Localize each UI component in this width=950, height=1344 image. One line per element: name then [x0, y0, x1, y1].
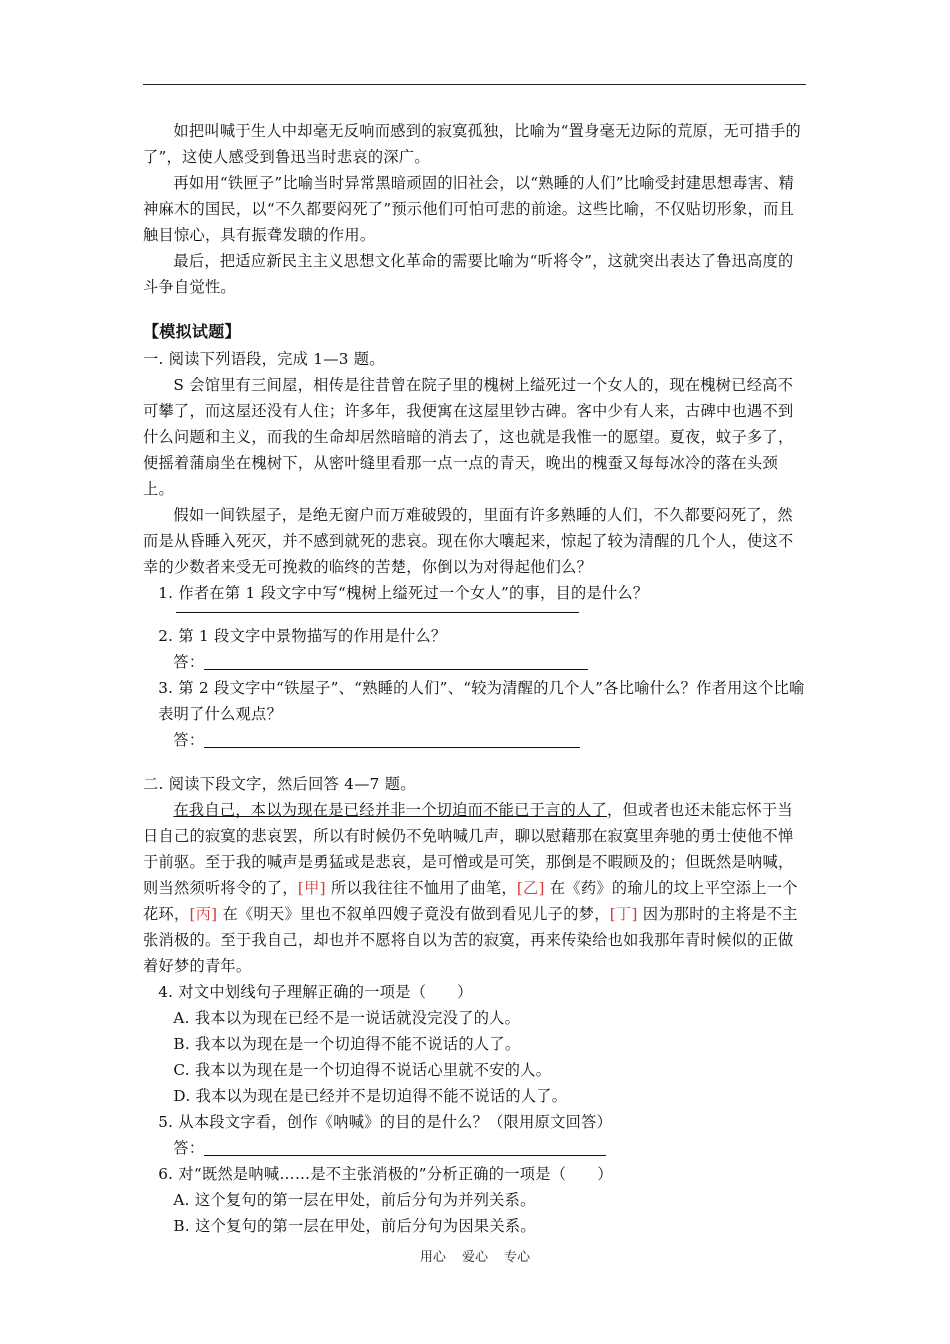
question-5-answer-line[interactable] [204, 1139, 606, 1156]
marker-bing: [丙] [189, 905, 218, 923]
passage-segment: 因为那时的主将是不主张消极的。至于我自己，却也并不愿将自以为苦的寂寞，再来传染给也如我那年青时候似的正做着好梦的青年。 [143, 905, 798, 975]
question-3-answer-line[interactable] [204, 731, 580, 748]
part2-heading: 二. 阅读下段文字，然后回答 4—7 题。 [143, 775, 416, 793]
footer-text-2: 爱心 [461, 1250, 488, 1265]
question-6-option-b[interactable]: B. 这个复句的第一层在甲处，前后分句为因果关系。 [173, 1217, 536, 1235]
marker-ding: [丁] [609, 905, 638, 923]
answer-label: 答： [173, 731, 205, 749]
question-4: 4. 对文中划线句子理解正确的一项是（ ） [158, 983, 473, 1001]
document-body [143, 118, 806, 1239]
question-1: 1. 作者在第 1 段文字中写“槐树上缢死过一个女人”的事，目的是什么？ [158, 584, 649, 602]
passage-segment: ，但或者也还未能忘怀于当日自己的寂寞的悲哀罢，所以有时候仍不免呐喊几声，聊以慰藉那在寂寞里奔驰的勇士使他不惮于前驱。至于我的喊声是勇猛或是悲哀，是可憎或是可笑，那倒是不暇顾及的；但既然是呐喊，则当然须听将令的了， [143, 801, 794, 897]
question-3: 3. 第 2 段文字中“铁屋子”、“熟睡的人们”、“较为清醒的几个人”各比喻什么？作者用这个比喻表明了什么观点？ [158, 679, 805, 723]
marker-jia: [甲] [297, 879, 326, 897]
question-6: 6. 对“既然是呐喊……是不主张消极的”分析正确的一项是（ ） [158, 1165, 613, 1183]
answer-label: 答： [173, 653, 205, 671]
question-2: 2. 第 1 段文字中景物描写的作用是什么？ [158, 627, 447, 645]
question-4-option-c[interactable]: C. 我本以为现在是一个切迫得不说话心里就不安的人。 [173, 1061, 552, 1079]
question-2-answer [143, 649, 806, 675]
footer-text-3: 专心 [504, 1250, 531, 1265]
question-2-answer-line[interactable] [204, 653, 588, 670]
question-4-option-a[interactable]: A. 我本以为现在已经不是一说话就没完没了的人。 [173, 1009, 521, 1027]
question-3-answer [143, 727, 806, 753]
part1-passage-2: 假如一间铁屋子，是绝无窗户而万难破毁的，里面有许多熟睡的人们，不久都要闷死了，然而是从昏睡入死灭，并不感到就死的悲哀。现在你大嚷起来，惊起了较为清醒的几个人，使这不幸的少数者来受无可挽救的临终的苦楚，你倒以为对得起他们么？ [143, 506, 794, 576]
question-5-answer [143, 1135, 806, 1161]
marker-yi: [乙] [516, 879, 545, 897]
question-5: 5. 从本段文字看，创作《呐喊》的目的是什么？（限用原文回答） [158, 1113, 613, 1131]
footer-text-1: 用心 [419, 1250, 446, 1265]
passage-segment: 在《明天》里也不叙单四嫂子竟没有做到看见儿子的梦， [217, 905, 610, 923]
part2-passage [143, 797, 806, 979]
question-4-option-b[interactable]: B. 我本以为现在是一个切迫得不能不说话的人了。 [173, 1035, 521, 1053]
question-6-option-a[interactable]: A. 这个复句的第一层在甲处，前后分句为并列关系。 [173, 1191, 536, 1209]
underlined-sentence: 在我自己，本以为现在是已经并非一个切迫而不能已于言的人了 [173, 801, 608, 819]
intro-paragraph-2: 再如用“铁匣子”比喻当时异常黑暗顽固的旧社会，以“熟睡的人们”比喻受封建思想毒害、精神麻木的国民，以“不久都要闷死了”预示他们可怕可悲的前途。这些比喻，不仅贴切形象，而且触目惊心，具有振聋发聩的作用。 [143, 174, 795, 244]
page-footer [0, 1246, 950, 1265]
section-title: 【模拟试题】 [143, 322, 241, 341]
question-4-option-d[interactable]: D. 我本以为现在是已经并不是切迫得不能不说话的人了。 [173, 1087, 568, 1105]
passage-segment: 在《药》的瑜儿的坟上平空添上一个花环， [143, 879, 798, 923]
intro-paragraph-3: 最后，把适应新民主主义思想文化革命的需要比喻为“听将令”，这就突出表达了鲁迅高度的斗争自觉性。 [143, 252, 794, 296]
header-rule [143, 84, 806, 85]
part1-heading: 一. 阅读下列语段，完成 1—3 题。 [143, 350, 385, 368]
answer-label: 答： [173, 1139, 205, 1157]
part1-passage-1: S 会馆里有三间屋，相传是往昔曾在院子里的槐树上缢死过一个女人的，现在槐树已经高不可攀了，而这屋还没有人住；许多年，我便寓在这屋里钞古碑。客中少有人来，古碑中也遇不到什么问题和主义，而我的生命却居然暗暗的消去了，这也就是我惟一的愿望。夏夜，蚊子多了，便摇着蒲扇坐在槐树下，从密叶缝里看那一点一点的青天，晚出的槐蚕又每每冰冷的落在头颈上。 [143, 376, 794, 498]
intro-paragraph-1: 如把叫喊于生人中却毫无反响而感到的寂寞孤独，比喻为“置身毫无边际的荒原，无可措手的了”，这使人感受到鲁迅当时悲哀的深广。 [143, 122, 801, 166]
passage-segment: 所以我往往不恤用了曲笔， [325, 879, 517, 897]
